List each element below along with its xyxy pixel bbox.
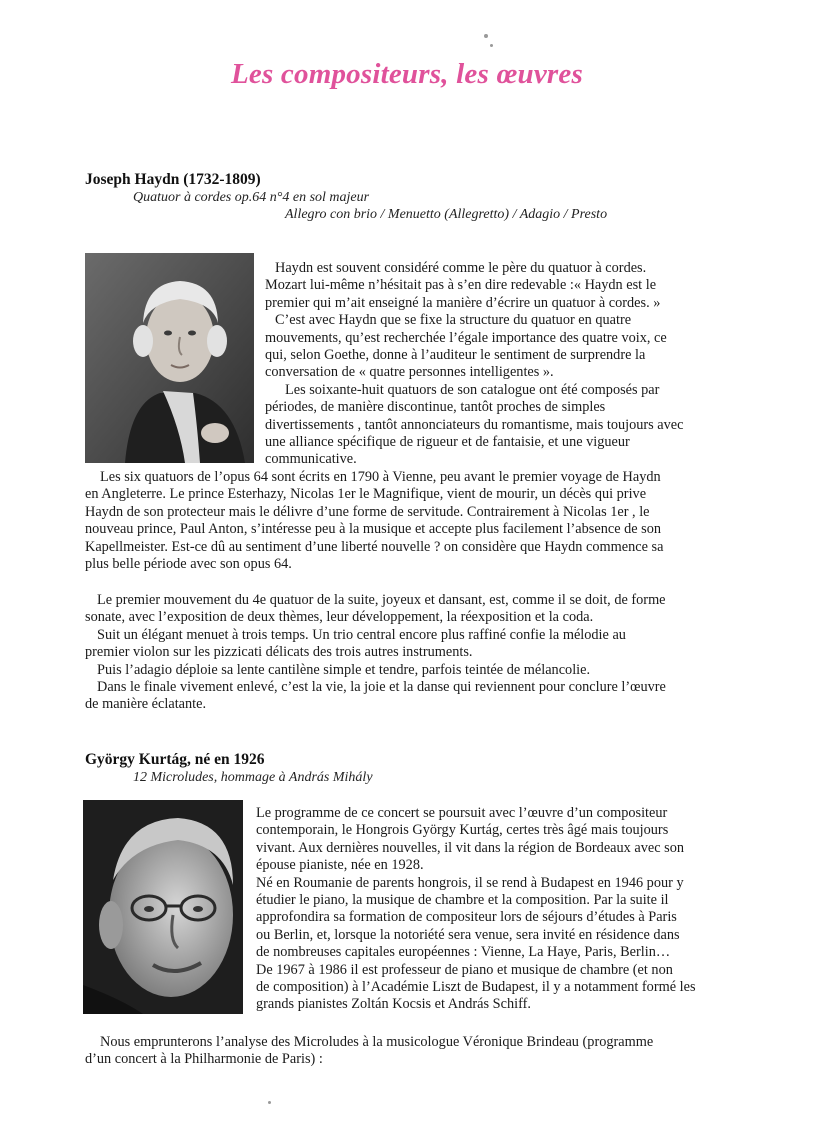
haydn-movements: Allegro con brio / Menuetto (Allegretto) / Adagio / Presto: [285, 207, 608, 222]
text-line: Nous emprunterons l’analyse des Microludes à la musicologue Véronique Brindeau (programme: [100, 1034, 654, 1050]
text-line: De 1967 à 1986 il est professeur de piano et musique de chambre (et non: [256, 961, 673, 978]
text-line: de composition) à l’Académie Liszt de Budapest, il y a notamment formé les: [256, 979, 696, 996]
text-line: une alliance spécifique de rigueur et de fantaisie, et une vigueur: [265, 434, 630, 451]
text-line: sonate, avec l’exposition de deux thèmes, leur développement, la réexposition et la coda.: [85, 609, 594, 626]
text-line: étudier le piano, la musique de chambre et la composition. Par la suite il: [256, 892, 669, 909]
text-line: épouse pianiste, née en 1928.: [256, 857, 424, 874]
text-line: d’un concert à la Philharmonie de Paris) :: [85, 1051, 323, 1068]
text-line: mouvements, qu’est recherchée l’égale importance des quatre voix, ce: [265, 329, 667, 346]
scan-speck: [490, 44, 493, 47]
text-line: ou Berlin, et, lorsque la notoriété sera venue, sera invité en résidence dans: [256, 926, 680, 943]
haydn-portrait-drawing: [85, 253, 254, 463]
kurtag-closing-text: [85, 1034, 653, 1069]
haydn-heading: Joseph Haydn (1732-1809): [85, 171, 261, 188]
haydn-portrait-image: [85, 253, 254, 463]
text-line: premier violon sur les pizzicati délicats des trois autres instruments.: [85, 644, 473, 661]
haydn-intro-text: [265, 260, 683, 469]
text-line: contemporain, le Hongrois György Kurtág, certes très âgé mais toujours: [256, 822, 669, 839]
text-line: de nombreuses capitales européennes : Vienne, La Haye, Paris, Berlin…: [256, 944, 671, 961]
kurtag-portrait-drawing: [83, 800, 243, 1014]
kurtag-portrait-image: [83, 800, 243, 1014]
text-line: communicative.: [265, 451, 357, 468]
text-line: nouveau prince, Paul Anton, s’intéresse peu à la musique et accepte plus facilement l’absence de son: [85, 521, 662, 538]
text-line: Haydn de son protecteur mais le délivre d’une forme de servitude. Contrairement à Nicolas 1er , le: [85, 503, 650, 520]
text-line: périodes, de manière discontinue, tantôt proches de simples: [265, 399, 606, 416]
scan-speck: [268, 1101, 271, 1104]
text-line: plus belle période avec son opus 64.: [85, 556, 292, 573]
text-line: en Angleterre. Le prince Esterhazy, Nicolas 1er le Magnifique, vient de mourir, un décès qui prive: [85, 486, 647, 503]
haydn-analysis-text: [85, 592, 666, 714]
text-line: C’est avec Haydn que se fixe la structure du quatuor en quatre: [275, 312, 632, 329]
text-line: Haydn est souvent considéré comme le père du quatuor à cordes.: [275, 260, 647, 276]
scan-speck: [484, 34, 488, 38]
kurtag-heading: György Kurtág, né en 1926: [85, 751, 265, 768]
haydn-work-title: Quatuor à cordes op.64 n°4 en sol majeur: [133, 190, 370, 205]
text-line: de manière éclatante.: [85, 696, 207, 713]
text-line: Le premier mouvement du 4e quatuor de la suite, joyeux et dansant, est, comme il se doit, de forme: [97, 592, 666, 608]
page-title: Les compositeurs, les œuvres: [231, 58, 583, 90]
haydn-opus64-text: [85, 469, 663, 573]
kurtag-intro-text: [256, 805, 696, 1014]
text-line: Mozart lui-même n’hésitait pas à s’en dire redevable :« Haydn est le: [265, 277, 657, 294]
text-line: Né en Roumanie de parents hongrois, il se rend à Budapest en 1946 pour y: [256, 874, 684, 891]
text-line: Suit un élégant menuet à trois temps. Un trio central encore plus raffiné confie la mélodie au: [97, 626, 626, 643]
text-line: Le programme de ce concert se poursuit avec l’œuvre d’un compositeur: [256, 805, 668, 821]
text-line: conversation de « quatre personnes intelligentes ».: [265, 364, 554, 381]
text-line: Les soixante-huit quatuors de son catalogue ont été composés par: [285, 381, 660, 398]
text-line: Kapellmeister. Est-ce dû au sentiment d’une liberté nouvelle ? on considère que Haydn commence sa: [85, 538, 664, 555]
text-line: premier qui m’ait enseigné la manière d’écrire un quatuor à cordes. »: [265, 294, 661, 311]
text-line: vivant. Aux dernières nouvelles, il vit dans la région de Bordeaux avec son: [256, 839, 684, 856]
text-line: divertissements , tantôt annonciateurs du romantisme, mais toujours avec: [265, 416, 684, 433]
kurtag-work-title: 12 Microludes, hommage à András Mihály: [133, 770, 373, 785]
text-line: Les six quatuors de l’opus 64 sont écrits en 1790 à Vienne, peu avant le premier voyage de Haydn: [100, 469, 661, 485]
text-line: Puis l’adagio déploie sa lente cantilène simple et tendre, parfois teintée de mélancolie.: [97, 661, 591, 678]
text-line: qui, selon Goethe, donne à l’auditeur le sentiment de surprendre la: [265, 347, 646, 364]
text-line: grands pianistes Zoltán Kocsis et András Schiff.: [256, 996, 531, 1013]
text-line: Dans le finale vivement enlevé, c’est la vie, la joie et la danse qui reviennent pour conclure l’œuvre: [97, 679, 666, 696]
text-line: approfondira sa formation de compositeur lors de séjours d’études à Paris: [256, 909, 677, 926]
